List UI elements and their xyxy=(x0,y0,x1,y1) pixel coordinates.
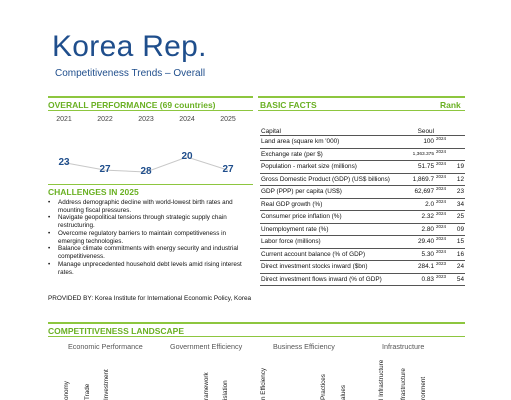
fact-row xyxy=(260,161,465,174)
fact-year: 2024 xyxy=(434,136,450,149)
fact-label: Direct investment stocks inward ($bn) xyxy=(260,261,409,274)
landscape-factor: Investment xyxy=(103,369,110,400)
fact-row xyxy=(260,148,465,161)
fact-rank: 09 xyxy=(450,223,465,236)
fact-label: Capital xyxy=(260,124,409,136)
fact-row xyxy=(260,261,465,274)
year-label: 2024 xyxy=(179,116,195,123)
fact-row xyxy=(260,198,465,211)
fact-value: 2.0 xyxy=(409,198,434,211)
fact-row xyxy=(260,136,465,149)
challenge-item: • Address demographic decline with world-lowest birth rates and mounting fiscal pressures. xyxy=(48,199,253,214)
fact-row xyxy=(260,273,465,286)
fact-label: Real GDP growth (%) xyxy=(260,198,409,211)
fact-row xyxy=(260,248,465,261)
fact-rank xyxy=(450,136,465,149)
fact-rank: 25 xyxy=(450,211,465,224)
fact-label: Unemployment rate (%) xyxy=(260,223,409,236)
challenge-item: • Navigate geopolitical tensions through strategic supply chain restructuring. xyxy=(48,214,253,229)
fact-rank: 19 xyxy=(450,161,465,174)
fact-value: 0.83 xyxy=(409,273,434,286)
fact-row-capital xyxy=(260,124,465,136)
fact-row xyxy=(260,186,465,199)
facts-divider xyxy=(258,96,465,98)
challenge-item: • Balance climate commitments with energy security and industrial competitiveness. xyxy=(48,245,253,260)
page-subtitle: Competitiveness Trends – Overall xyxy=(55,68,206,79)
fact-row xyxy=(260,236,465,249)
fact-year: 2023 xyxy=(434,261,450,274)
fact-label: GDP (PPP) per capita (US$) xyxy=(260,186,409,199)
fact-label: Gross Domestic Product (GDP) (US$ billions) xyxy=(260,173,409,186)
landscape-factor: l Infrastructure xyxy=(378,359,385,400)
landscape-factor: ramework xyxy=(203,372,210,400)
fact-label: Current account balance (% of GDP) xyxy=(260,248,409,261)
provided-by-text: Korea Institute for International Economic Policy, Korea xyxy=(94,295,252,302)
fact-label: Population - market size (millions) xyxy=(260,161,409,174)
landscape-divider xyxy=(48,322,465,324)
fact-value: 2.80 xyxy=(409,223,434,236)
rank-value-2024: 20 xyxy=(181,151,193,162)
facts-heading: BASIC FACTS xyxy=(260,100,317,110)
fact-value: 1,363.375 xyxy=(409,148,434,161)
page-title: Korea Rep. xyxy=(52,30,207,63)
fact-year: 2024 xyxy=(434,223,450,236)
landscape-factor: alues xyxy=(340,384,347,400)
landscape-category: Business Efficiency xyxy=(273,342,335,351)
fact-year: 2024 xyxy=(434,186,450,199)
fact-value: 1,869.7 xyxy=(409,173,434,186)
landscape-factor: Trade xyxy=(84,383,91,400)
fact-row xyxy=(260,223,465,236)
rank-value-2022: 27 xyxy=(99,164,111,176)
fact-rank: 23 xyxy=(450,186,465,199)
challenges-rule xyxy=(48,184,253,185)
landscape-category: Economic Performance xyxy=(68,342,143,351)
fact-label: Exchange rate (per $) xyxy=(260,148,409,161)
fact-row xyxy=(260,211,465,224)
year-label: 2021 xyxy=(56,116,72,123)
year-label: 2023 xyxy=(138,116,154,123)
fact-label: Labor force (millions) xyxy=(260,236,409,249)
facts-rule xyxy=(258,110,465,111)
challenge-item: • Manage unprecedented household debt levels amid rising interest rates. xyxy=(48,261,253,276)
fact-rank: 16 xyxy=(450,248,465,261)
fact-year: 2024 xyxy=(434,148,450,161)
landscape-category: Government Efficiency xyxy=(170,342,243,351)
fact-value: 100 xyxy=(409,136,434,149)
landscape-heading: COMPETITIVENESS LANDSCAPE xyxy=(48,326,185,336)
provided-by-label: PROVIDED BY: xyxy=(48,295,94,302)
fact-rank: 34 xyxy=(450,198,465,211)
rank-value-2023: 28 xyxy=(140,166,152,177)
fact-value: Seoul xyxy=(409,124,434,136)
fact-rank xyxy=(450,148,465,161)
provided-by xyxy=(48,295,258,303)
landscape-factor: Practices xyxy=(320,374,327,400)
fact-rank: 12 xyxy=(450,173,465,186)
fact-label: Land area (square km '000) xyxy=(260,136,409,149)
fact-rank: 24 xyxy=(450,261,465,274)
fact-rank xyxy=(450,124,465,136)
landscape-factor: frastructure xyxy=(400,368,407,400)
fact-rank: 54 xyxy=(450,273,465,286)
landscape-factor: n Efficiency xyxy=(260,367,267,400)
rank-value-2025: 27 xyxy=(222,164,234,176)
fact-year xyxy=(434,124,450,136)
rank-value-2021: 23 xyxy=(58,156,70,168)
landscape-factor: onomy xyxy=(63,381,70,400)
fact-label: Consumer price inflation (%) xyxy=(260,211,409,224)
fact-year: 2024 xyxy=(434,236,450,249)
fact-value: 284.1 xyxy=(409,261,434,274)
facts-rank-heading: Rank xyxy=(440,100,461,110)
fact-value: 62,697 xyxy=(409,186,434,199)
challenges-list xyxy=(48,199,253,276)
challenges-heading: CHALLENGES IN 2025 xyxy=(48,187,139,197)
fact-rank: 15 xyxy=(450,236,465,249)
landscape-category: Infrastructure xyxy=(382,342,425,351)
overall-heading: OVERALL PERFORMANCE (69 countries) xyxy=(48,100,216,110)
fact-label: Direct investment flows inward (% of GDP) xyxy=(260,273,409,286)
basic-facts-table xyxy=(260,124,465,286)
fact-year: 2024 xyxy=(434,211,450,224)
landscape-factor: islation xyxy=(222,380,229,400)
fact-year: 2024 xyxy=(434,198,450,211)
fact-value: 51.75 xyxy=(409,161,434,174)
fact-year: 2024 xyxy=(434,173,450,186)
fact-value: 29.40 xyxy=(409,236,434,249)
fact-row xyxy=(260,173,465,186)
fact-year: 2024 xyxy=(434,161,450,174)
landscape-rule xyxy=(48,336,465,337)
fact-year: 2023 xyxy=(434,273,450,286)
year-label: 2025 xyxy=(220,116,236,123)
fact-value: 2.32 xyxy=(409,211,434,224)
year-label: 2022 xyxy=(97,116,113,123)
challenge-item: • Overcome regulatory barriers to maintain competitiveness in emerging technologies. xyxy=(48,230,253,245)
fact-value: 5.30 xyxy=(409,248,434,261)
fact-year: 2024 xyxy=(434,248,450,261)
landscape-factor: ronment xyxy=(420,376,427,400)
